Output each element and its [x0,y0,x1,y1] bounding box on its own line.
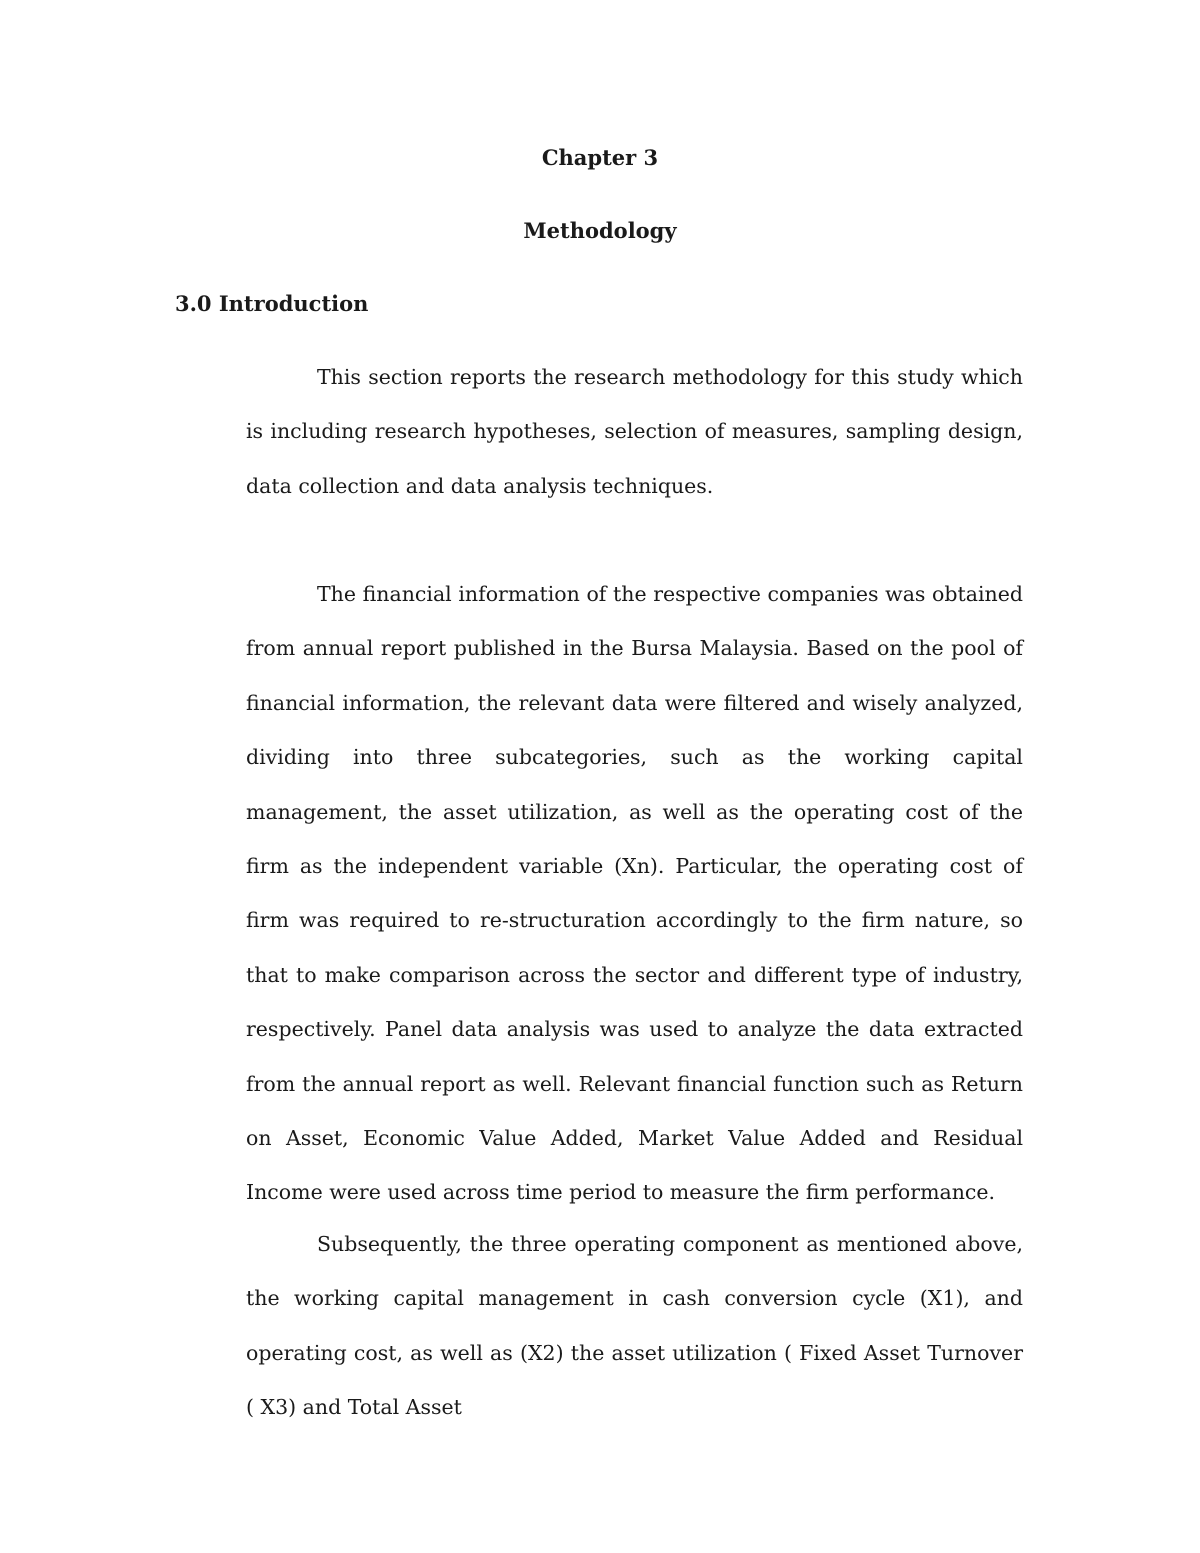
section-heading: 3.0 Introduction [175,291,369,316]
paragraph-operating-components: Subsequently, the three operating component as mentioned above, the working capital management in cash conversion cycle (X1), and operating cost, as well as (X2) the asset utilization ( Fixed Asset Turnover ( X3) and Total Asset [246,1232,1023,1420]
paragraph-data-source: The financial information of the respective companies was obtained from annual report published in the Bursa Malaysia. Based on the pool of financial information, the relevant data were filtered and wisely analyzed, dividing into three subcategories, such as the working capital management, the asset utilization, as well as the operating cost of the firm as the independent variable (Xn). Particular, the operating cost of firm was required to re-structuration accordingly to the firm nature, so that to make comparison across the sector and different type of industry, respectively. Panel data analysis was used to analyze the data extracted from the annual report as well. Relevant financial function such as Return on Asset, Economic Value Added, Market Value Added and Residual Income were used across time period to measure the firm performance. [246,582,1023,1205]
chapter-title: Methodology [523,218,677,243]
paragraph-intro: This section reports the research methodology for this study which is including research hypotheses, selection of measures, sampling design, data collection and data analysis techniques. [246,365,1023,498]
chapter-label: Chapter 3 [541,145,659,170]
